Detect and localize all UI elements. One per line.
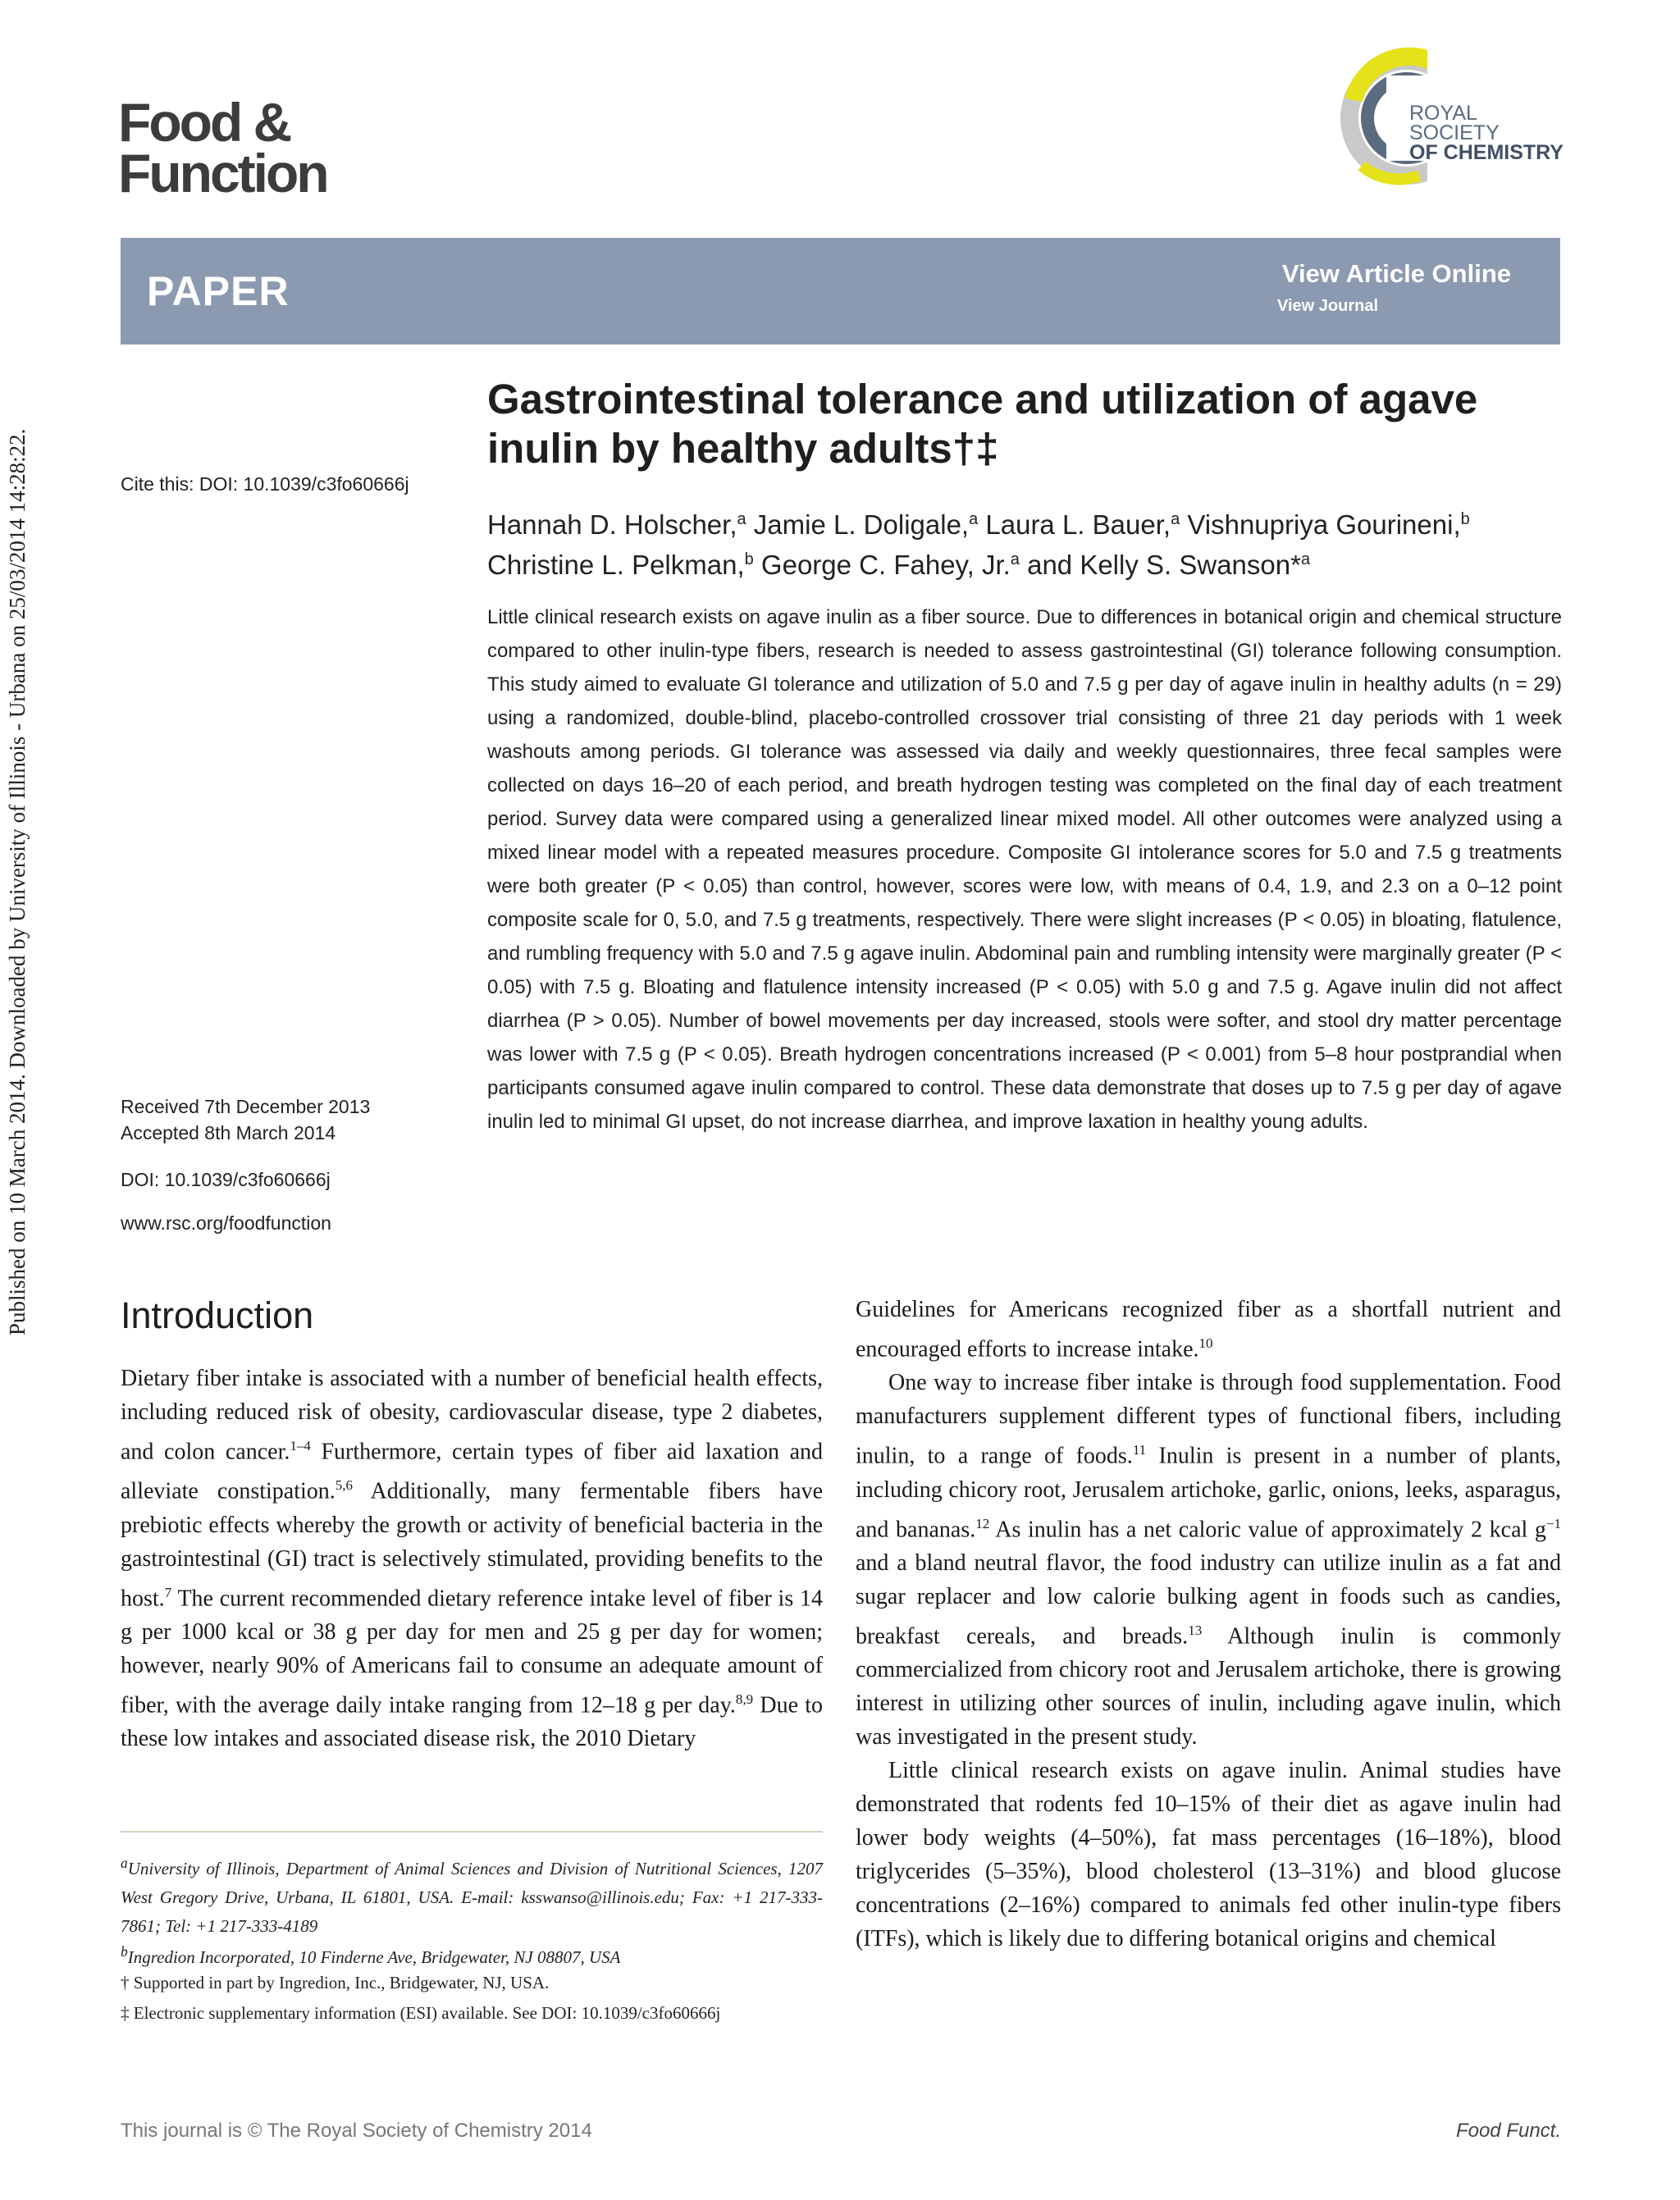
footnote-dagger: † Supported in part by Ingredion, Inc., Bridgewater, NJ, USA. [121,1973,550,1992]
accepted-date: Accepted 8th March 2014 [121,1122,336,1143]
footnote-divider [121,1831,823,1833]
intro-paragraph-2: One way to increase fiber intake is through food supplementation. Food manufacturers supplement different types of functional fibers, including inulin, to a range of foods.$^{11}$ Inulin is present in a number of plants, including chicory root, Jerusalem artichoke, garlic, onions, leeks, asparagus, and bananas.$^{12}$ As inulin has a net caloric value of approximately 2 kcal $g^{-1}$ and a bland neutral flavor, the food industry can utilize inulin as a fat and sugar replacer and low calorie bulking agent in foods such as candies, breakfast cereals, and breads.$^{13}$ Although inulin is commonly commercialized from chicory root and Jerusalem artichoke, there is growing interest in utilizing other sources of inulin, including agave inulin, which was investigated in the present study. [856,1370,1562,1750]
received-date: Received 7th December 2013 [121,1096,371,1117]
article-banner [121,238,1560,345]
footnote-affiliation-a: $^a$University of Illinois, Department of Animal Sciences and Division of Nutritional Sciences, 1207 West Gregory Drive, Urbana, IL 61801, USA. E-mail: ksswanso@illinois.edu; Fax: +1 217-333-7861; Tel: +1 217-333-4189 [121,1855,823,1936]
journal-logo [118,92,327,203]
download-side-note: Published on 10 March 2014. Downloaded by University of Illinois - Urbana on 25/03/2014 14:28:22. [5,428,30,1335]
publisher-line1: ROYAL SOCIETY [1409,102,1500,144]
intro-paragraph-continued: Guidelines for Americans recognized fiber as a shortfall nutrient and encouraged efforts to increase intake.$^{10}$ [856,1297,1561,1362]
rsc-logo [1329,43,1567,199]
footnote-ddagger: ‡ Electronic supplementary information (ESI) available. See DOI: 10.1039/c3fo60666j [121,2003,721,2023]
section-heading-introduction: Introduction [121,1294,314,1336]
view-journal-link[interactable]: View Journal [1277,297,1379,315]
journal-url[interactable]: www.rsc.org/foodfunction [121,1212,331,1234]
abstract: Little clinical research exists on agave inulin as a fiber source. Due to differences in botanical origin and chemical structure compared to other inulin-type fibers, research is needed to assess gastrointestinal (GI) tolerance following consumption. This study aimed to evaluate GI tolerance and utilization of 5.0 and 7.5 g per day of agave inulin in healthy adults (n = 29) using a randomized, double-blind, placebo-controlled crossover trial consisting of three 21 day periods with 1 week washouts among periods. GI tolerance was assessed via daily and weekly questionnaires, three fecal samples were collected on days 16–20 of each period, and breath hydrogen testing was completed on the final day of each treatment period. Survey data were compared using a generalized linear mixed model. All other outcomes were analyzed using a mixed linear model with a repeated measures procedure. Composite GI intolerance scores for 5.0 and 7.5 g treatments were both greater (P < 0.05) than control, however, scores were low, with means of 0.4, 1.9, and 2.3 on a 0–12 point composite scale for 0, 5.0, and 7.5 g treatments, respectively. There were slight increases (P < 0.05) in bloating, flatulence, and rumbling frequency with 5.0 and 7.5 g agave inulin. Abdominal pain and rumbling intensity were marginally greater (P < 0.05) with 7.5 g. Bloating and flatulence intensity increased (P < 0.05) with 5.0 g and 7.5 g. Agave inulin did not affect diarrhea (P > 0.05). Number of bowel movements per day increased, stools were softer, and stool dry matter percentage was lower with 7.5 g (P < 0.05). Breath hydrogen concentrations increased (P < 0.001) from 5–8 hour postprandial when participants consumed agave inulin compared to control. These data demonstrate that doses up to 7.5 g per day of agave inulin led to minimal GI upset, do not increase diarrhea, and improve laxation in healthy young adults. [487,606,1562,1133]
article-title: Gastrointestinal tolerance and utilization of agave inulin by healthy adults†‡ [487,376,1478,472]
intro-paragraph-3: Little clinical research exists on agave inulin. Animal studies have demonstrated that rodents fed 10–15% of their diet as agave inulin had lower body weights (4–50%), fat mass percentages (16–18%), blood triglycerides (5–35%), blood cholesterol (13–31%) and blood glucose concentrations (2–16%) compared to animals fed other inulin-type fibers (ITFs), which is likely due to differing botanical origins and chemical [856,1758,1561,1952]
intro-right-column [856,1293,1561,1956]
authors-line1: Hannah D. Holscher,$^a$ Jamie L. Doligale,$^a$ Laura L. Bauer,$^a$ Vishnupriya Gourineni,$^b$ [487,509,1470,540]
doi: DOI: 10.1039/c3fo60666j [121,1169,331,1190]
footnote-affiliation-b: $^b$Ingredion Incorporated, 10 Finderne Ave, Bridgewater, NJ 08807, USA [121,1943,621,1967]
author-list [487,502,1570,582]
authors-line2: Christine L. Pelkman,$^b$ George C. Fahey, Jr.$^a$ and Kelly S. Swanson*$^a$ [487,550,1311,580]
view-article-online-link[interactable]: View Article Online [1281,259,1511,288]
journal-name-line1: Food & [118,92,290,153]
intro-paragraph-1: Dietary fiber intake is associated with a number of beneficial health effects, including reduced risk of obesity, cardiovascular disease, type 2 diabetes, and colon cancer.$^{1-4}$ Furthermore, certain types of fiber aid laxation and alleviate constipation.$^{5,6}$ Additionally, many fermentable fibers have prebiotic effects whereby the growth or activity of beneficial bacteria in the gastrointestinal (GI) tract is selectively stimulated, providing benefits to the host.$^7$ The current recommended dietary reference intake level of fiber is 14 g per 1000 kcal or 38 g per day for men and 25 g per day for women; however, nearly 90% of Americans fail to consume an adequate amount of fiber, with the average daily intake ranging from 12–18 g per day.$^{8,9}$ Due to these low intakes and associated disease risk, the 2010 Dietary [121,1366,823,1752]
journal-name-line2: Function [118,143,327,203]
article-type-label: PAPER [147,268,290,314]
footer-copyright: This journal is © The Royal Society of Chemistry 2014 [121,2120,592,2142]
footer-journal-abbrev: Food Funct. [1455,2120,1561,2142]
cite-this: Cite this: DOI: 10.1039/c3fo60666j [121,473,409,495]
intro-left-column [121,1362,823,1755]
publisher-line2: OF CHEMISTRY [1409,141,1564,164]
